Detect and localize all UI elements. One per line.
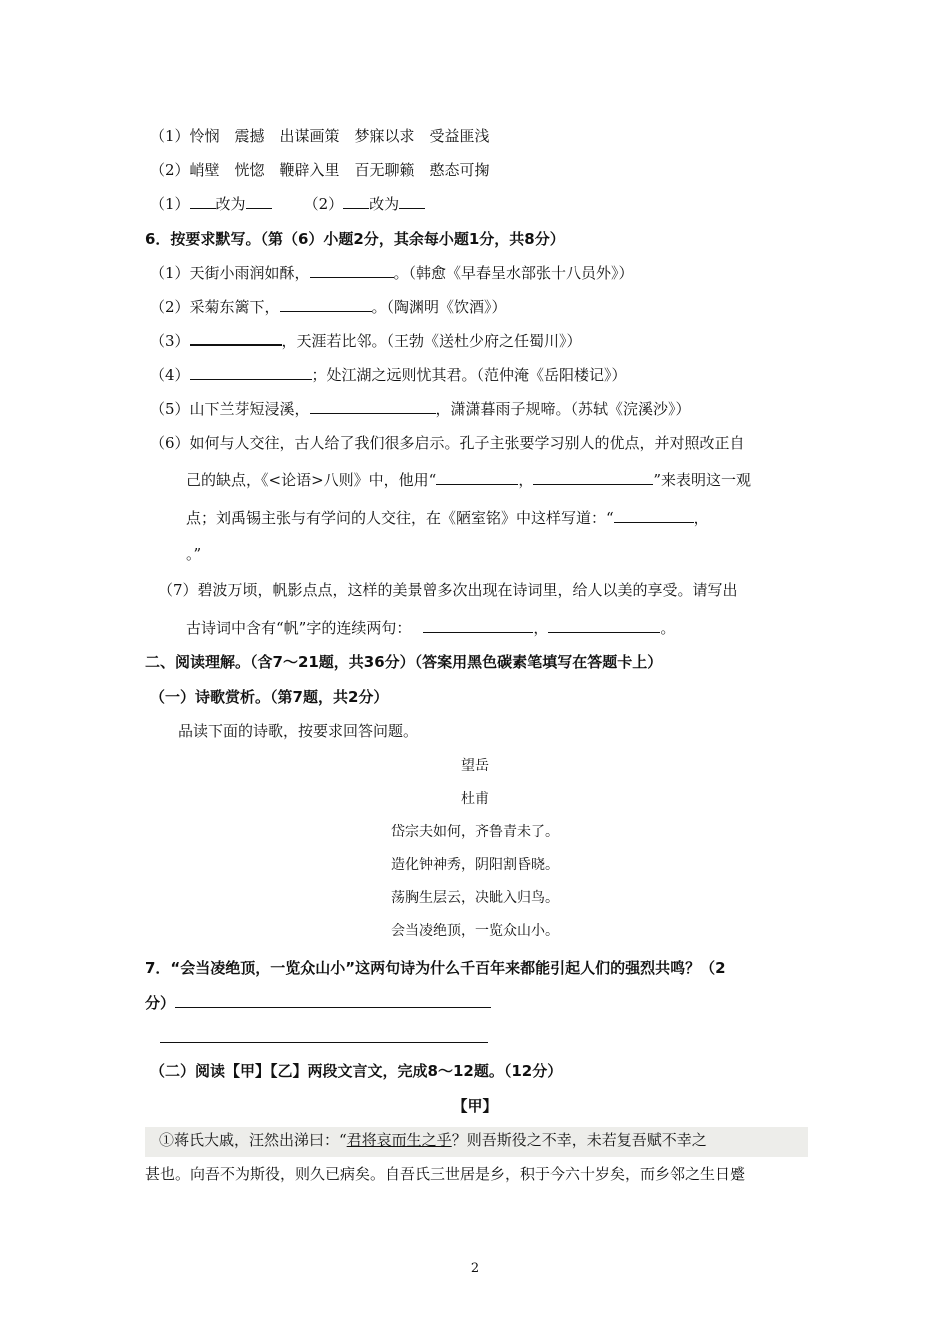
q7-line-2: [145, 992, 491, 1014]
passage-line-1-text-a: ①蒋氏大戚，汪然出涕曰：“: [159, 1131, 347, 1149]
q6-item-4-text-b: ；处江湖之远则忧其君。（范仲淹《岳阳楼记》）: [311, 366, 627, 384]
correction-2-prefix: （2）: [303, 195, 344, 213]
q6-item-6-text-c: ”来表明这一观: [653, 471, 751, 489]
passage-underlined: 君将哀而生之乎: [346, 1131, 452, 1149]
q6-item-1: [150, 262, 634, 284]
q6-item-6-line-1: （6）如何与人交往，古人给了我们很多启示。孔子主张要学习别人的优点，并对照改正自: [150, 434, 745, 452]
q6-item-1-blank[interactable]: [310, 263, 394, 278]
passage-line-1-text-b: ？则吾斯役之不幸，未若复吾赋不幸之: [451, 1131, 707, 1149]
correction-1-blank-a[interactable]: [190, 194, 216, 209]
correction-line: [150, 193, 425, 215]
section-2-title: 二、阅读理解。（含7～21题，共36分）（答案用黑色碳素笔填写在答题卡上）: [145, 653, 663, 671]
word-line-2: （2）峭壁 恍惚 鞭辟入里 百无聊籁 憨态可掬: [150, 161, 490, 179]
correction-2-blank-a[interactable]: [343, 194, 369, 209]
q6-item-2-text-b: 。（陶渊明《饮酒》）: [371, 298, 507, 316]
q6-item-1-text-a: （1）天街小雨润如酥，: [150, 264, 310, 282]
correction-1-mid: 改为: [215, 195, 246, 213]
q6-item-3-text-b: ，天涯若比邻。（王勃《送杜少府之任蜀川》）: [281, 332, 582, 350]
q7-line-2-text: 分）: [145, 994, 176, 1012]
q6-item-6-text-d: 点；刘禹锡主张与有学问的人交往，在《陋室铭》中这样写道：“: [186, 509, 614, 527]
q7-answer-blank-2[interactable]: [160, 1042, 488, 1043]
word-line-1: （1）怜悯 震撼 出谋画策 梦寐以求 受益匪浅: [150, 127, 490, 145]
q7-line-1: 7．“会当凌绝顶，一览众山小”这两句诗为什么千百年来都能引起人们的强烈共鸣？（2: [145, 959, 726, 977]
q6-item-2-text-a: （2）采菊东篱下，: [150, 298, 280, 316]
poem-author: 杜甫: [461, 791, 489, 807]
q6-item-2-blank[interactable]: [280, 297, 372, 312]
q6-item-5: [150, 398, 691, 420]
poem-line-1: 岱宗夫如何，齐鲁青未了。: [391, 824, 559, 840]
poem-title: 望岳: [461, 758, 489, 774]
poem-line-4: 会当凌绝顶，一览众山小。: [391, 923, 559, 939]
q6-item-7-comma: ，: [533, 619, 549, 637]
section-2-intro: 品读下面的诗歌，按要求回答问题。: [178, 722, 419, 740]
passage-line-1: [145, 1127, 808, 1157]
poem-line-3: 荡胸生层云，决眦入归鸟。: [391, 890, 559, 906]
q6-item-1-text-b: 。（韩愈《早春呈水部张十八员外》）: [393, 264, 634, 282]
page-number: 2: [470, 1261, 480, 1276]
q6-item-6-text-a: 己的缺点，《<论语>八则》中，他用“: [186, 471, 437, 489]
poem-line-2: 造化钟神秀，阴阳割昏晓。: [391, 857, 559, 873]
q6-item-4-text-a: （4）: [150, 366, 190, 384]
correction-1-prefix: （1）: [150, 195, 190, 213]
q6-title: 6．按要求默写。（第（6）小题2分，其余每小题1分，共8分）: [145, 230, 565, 248]
q7-answer-blank-1[interactable]: [175, 993, 491, 1008]
q6-item-3-blank[interactable]: [190, 330, 282, 346]
q6-item-6-comma-2: ，: [693, 509, 709, 527]
section-2-sub-1: （一）诗歌赏析。（第7题，共2分）: [150, 688, 389, 706]
q6-item-7-blank-2[interactable]: [548, 618, 660, 633]
correction-2-mid: 改为: [369, 195, 400, 213]
q6-item-6-blank-3[interactable]: [614, 508, 694, 523]
passage-line-2: 甚也。向吾不为斯役，则久已病矣。自吾氏三世居是乡，积于今六十岁矣，而乡邻之生日蹙: [145, 1165, 746, 1183]
correction-1-blank-b[interactable]: [246, 194, 272, 209]
q6-item-5-blank[interactable]: [310, 399, 436, 414]
q6-item-6-line-4: 。”: [186, 545, 202, 563]
q6-item-6-blank-2[interactable]: [533, 470, 653, 485]
part-2-label-jia: 【甲】: [452, 1097, 498, 1115]
q6-item-5-text-a: （5）山下兰芽短浸溪，: [150, 400, 310, 418]
q6-item-4: [150, 364, 627, 386]
q6-item-7-line-1: （7）碧波万顷，帆影点点，这样的美景曾多次出现在诗词里，给人以美的享受。请写出: [158, 581, 738, 599]
q6-item-6-comma-1: ，: [518, 471, 534, 489]
q6-item-5-text-b: ，潇潇暮雨子规啼。（苏轼《浣溪沙》）: [435, 400, 691, 418]
q6-item-3: [150, 330, 582, 352]
q6-item-3-text-a: （3）: [150, 332, 190, 350]
q6-item-7-period: 。: [660, 619, 676, 637]
q6-item-6-blank-1[interactable]: [436, 470, 518, 485]
q6-item-6-line-2: [186, 469, 751, 491]
q6-item-7-text-a: 古诗词中含有“帆”字的连续两句：: [186, 619, 412, 637]
q6-item-6-line-3: [186, 507, 709, 529]
q6-item-4-blank[interactable]: [190, 365, 312, 380]
part-2-title: （二）阅读【甲】【乙】两段文言文，完成8～12题。（12分）: [150, 1062, 563, 1080]
correction-2-blank-b[interactable]: [399, 194, 425, 209]
q6-item-7-line-2: [186, 617, 675, 639]
q6-item-2: [150, 296, 507, 318]
q6-item-7-blank-1[interactable]: [423, 618, 533, 633]
